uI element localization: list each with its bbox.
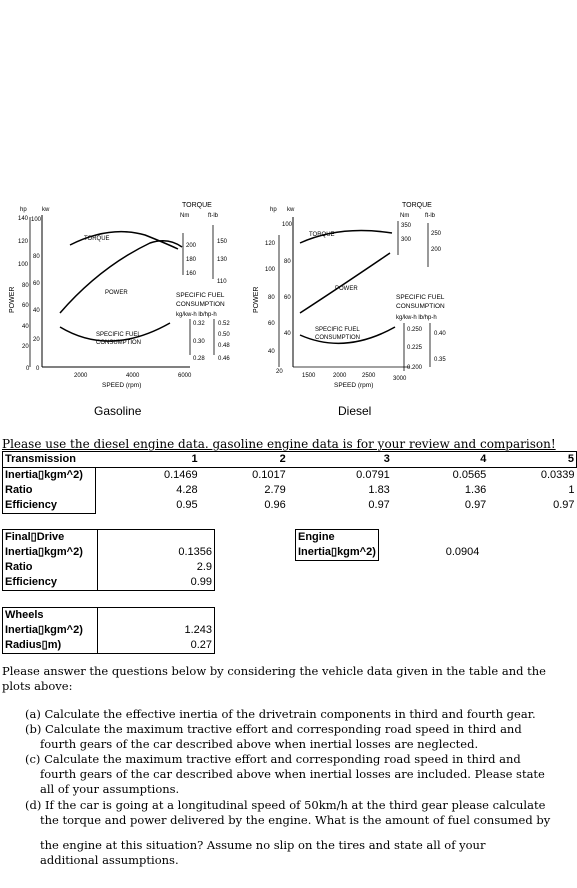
gasoline-caption: Gasoline — [94, 404, 142, 418]
svg-text:100: 100 — [265, 267, 276, 273]
svg-text:40: 40 — [22, 324, 29, 330]
questions-intro: Please answer the questions below by considering the vehicle data given in the table and the plots above: — [2, 664, 546, 693]
svg-text:0.40: 0.40 — [434, 331, 446, 337]
diesel-usage-note: Please use the diesel engine data. gasoline engine data is for your review and comparison! — [2, 437, 556, 451]
svg-text:20: 20 — [33, 337, 40, 343]
svg-text:0.48: 0.48 — [218, 343, 230, 349]
engine-table — [295, 529, 482, 561]
transmission-title: Transmission — [3, 452, 96, 468]
table-cell: 0.27 — [98, 638, 215, 654]
svg-text:0.46: 0.46 — [218, 356, 230, 362]
svg-text:130: 130 — [217, 257, 228, 263]
svg-text:150: 150 — [217, 239, 228, 245]
gear-header: 1 — [96, 452, 200, 468]
svg-text:0.35: 0.35 — [434, 357, 446, 363]
gasoline-power-axis-label: POWER — [9, 286, 16, 313]
gear-header: 3 — [288, 452, 392, 468]
svg-text:20: 20 — [276, 369, 283, 375]
gasoline-power-curve — [60, 241, 182, 313]
table-row — [3, 468, 577, 484]
diesel-sfc-curve-label: SPECIFIC FUEL — [315, 327, 360, 333]
diesel-x-tick: 1500 — [302, 373, 316, 379]
table-cell: 0.99 — [98, 575, 215, 591]
gasoline-sfc-curve-label: SPECIFIC FUEL — [96, 332, 141, 338]
diesel-power-curve — [300, 253, 390, 313]
question-d-continued: the engine at this situation? Assume no slip on the tires and state all of your additional assumptions. — [40, 838, 486, 867]
gear-header: 5 — [488, 452, 576, 468]
gasoline-plot — [9, 202, 230, 418]
table-row — [3, 623, 215, 638]
gasoline-x-axis-label: SPEED (rpm) — [102, 382, 142, 389]
svg-text:0.30: 0.30 — [193, 339, 205, 345]
gasoline-x-tick: 6000 — [178, 373, 192, 379]
diesel-x-tick: 2500 — [362, 373, 376, 379]
svg-text:60: 60 — [268, 321, 275, 327]
svg-text:120: 120 — [18, 239, 29, 245]
final-drive-title: Final▯Drive — [3, 530, 98, 546]
diesel-sfc-title: SPECIFIC FUEL — [396, 294, 445, 301]
table-cell: 0.0339 — [540, 469, 575, 481]
svg-text:0.52: 0.52 — [218, 321, 230, 327]
diesel-sfc-units: kg/kw-h lb/hp-h — [396, 315, 437, 321]
question-c: (c) Calculate the maximum tractive effort and corresponding road speed in third and fourth gears of the car described above when inertial losses are included. Please state all of your assumptions. — [25, 752, 545, 796]
row-label: Inertia▯kgm^2) — [296, 545, 379, 561]
table-cell: 2.79 — [264, 484, 286, 496]
svg-text:40: 40 — [33, 308, 40, 314]
svg-text:80: 80 — [284, 259, 291, 265]
gasoline-torque-unit-nm: Nm — [180, 213, 190, 219]
svg-text:100: 100 — [18, 262, 29, 268]
diesel-caption: Diesel — [338, 404, 372, 418]
svg-text:0.225: 0.225 — [407, 345, 423, 351]
row-label: Inertia▯kgm^2) — [3, 468, 96, 484]
gasoline-power-curve-label: POWER — [105, 290, 128, 296]
gasoline-hp-label: hp — [20, 207, 27, 213]
question-b: (b) Calculate the maximum tractive effort and corresponding road speed in third and fourth gears of the car described above when inertial losses are neglected. — [25, 722, 522, 751]
table-cell: 0.1356 — [98, 545, 215, 560]
table-cell: 0.97 — [464, 499, 487, 512]
svg-text:200: 200 — [431, 247, 442, 253]
diesel-x-tick: 2000 — [333, 373, 347, 379]
svg-text:350: 350 — [401, 223, 412, 229]
svg-text:0.200: 0.200 — [407, 365, 423, 371]
row-label: Radius▯m) — [3, 638, 98, 654]
row-label: Ratio — [3, 560, 98, 575]
diesel-plot — [253, 202, 446, 418]
diesel-torque-curve-label: TORQUE — [309, 232, 335, 238]
table-cell: 0.0791 — [356, 469, 390, 481]
gear-header: 2 — [200, 452, 288, 468]
table-cell: 1.83 — [368, 484, 390, 496]
diesel-sfc-curve-label: CONSUMPTION — [315, 335, 360, 341]
diesel-torque-unit-nm: Nm — [400, 213, 410, 219]
table-cell: 2.9 — [98, 560, 215, 575]
svg-text:120: 120 — [265, 241, 276, 247]
transmission-table — [2, 451, 577, 514]
table-cell: 1.36 — [464, 484, 487, 496]
diesel-kw-label: kw — [287, 207, 295, 213]
table-row — [3, 575, 215, 591]
diesel-power-curve-label: POWER — [335, 286, 358, 292]
gasoline-torque-unit-ftlb: ft-lb — [208, 213, 219, 219]
svg-text:0: 0 — [36, 366, 40, 372]
table-cell: 0.95 — [176, 499, 198, 512]
table-cell: 4.28 — [176, 484, 198, 496]
diesel-power-axis-label: POWER — [253, 286, 260, 313]
svg-text:40: 40 — [284, 331, 291, 337]
final-drive-table — [2, 529, 215, 591]
svg-text:160: 160 — [186, 271, 197, 277]
svg-text:0: 0 — [26, 366, 30, 372]
svg-text:0.28: 0.28 — [193, 356, 205, 362]
svg-text:100: 100 — [31, 217, 42, 223]
gasoline-sfc-curve-label: CONSUMPTION — [96, 340, 141, 346]
table-cell: 0.1469 — [163, 469, 198, 481]
diesel-hp-label: hp — [270, 207, 277, 213]
table-row — [3, 638, 215, 654]
table-row — [3, 483, 577, 498]
diesel-hp-ticks — [265, 241, 283, 375]
table-cell: 0.97 — [368, 499, 390, 512]
gasoline-kw-label: kw — [42, 207, 50, 213]
gasoline-hp-ticks — [18, 216, 30, 372]
gasoline-torque-title: TORQUE — [182, 202, 212, 209]
svg-text:110: 110 — [217, 279, 227, 285]
gasoline-torque-curve-label: TORQUE — [84, 236, 110, 242]
gasoline-sfc-title: SPECIFIC FUEL — [176, 292, 225, 299]
svg-text:200: 200 — [186, 243, 197, 249]
svg-text:300: 300 — [401, 237, 412, 243]
row-label: Efficiency — [3, 498, 96, 514]
question-a: (a) Calculate the effective inertia of the drivetrain components in third and fourth gear. — [25, 707, 536, 721]
table-row — [3, 498, 577, 514]
row-label: Inertia▯kgm^2) — [3, 545, 98, 560]
gasoline-x-tick: 2000 — [74, 373, 88, 379]
svg-text:0.250: 0.250 — [407, 327, 423, 333]
svg-text:100: 100 — [282, 222, 293, 228]
diesel-torque-unit-ftlb: ft-lb — [425, 213, 436, 219]
diesel-torque-title: TORQUE — [402, 202, 432, 209]
svg-text:250: 250 — [431, 231, 442, 237]
svg-text:0.50: 0.50 — [218, 332, 230, 338]
gasoline-x-tick: 4000 — [126, 373, 140, 379]
table-row — [296, 545, 482, 561]
engine-title: Engine — [296, 530, 379, 546]
svg-text:140: 140 — [18, 216, 29, 222]
svg-text:180: 180 — [186, 257, 197, 263]
diesel-x-tick: 3000 — [393, 376, 407, 382]
table-cell: 0.96 — [264, 499, 286, 512]
table-cell: 0.0904 — [445, 546, 480, 559]
svg-text:60: 60 — [22, 303, 29, 309]
row-label: Inertia▯kgm^2) — [3, 623, 98, 638]
table-cell: 0.0565 — [452, 469, 487, 481]
svg-text:80: 80 — [268, 295, 275, 301]
table-cell: 1.243 — [98, 623, 215, 638]
row-label: Ratio — [3, 483, 96, 498]
diesel-x-axis-label: SPEED (rpm) — [334, 382, 374, 389]
gear-header: 4 — [392, 452, 489, 468]
svg-text:80: 80 — [33, 254, 40, 260]
table-row — [3, 560, 215, 575]
row-label: Efficiency — [3, 575, 98, 591]
diesel-kw-ticks — [282, 222, 293, 337]
table-cell: 0.97 — [553, 499, 575, 512]
svg-text:80: 80 — [22, 283, 29, 289]
gasoline-sfc-units: kg/kw-h lb/hp-h — [176, 312, 217, 318]
gasoline-sfc-title: CONSUMPTION — [176, 301, 225, 308]
wheels-table — [2, 607, 215, 654]
svg-text:40: 40 — [268, 349, 275, 355]
svg-text:60: 60 — [284, 295, 291, 301]
table-row — [3, 545, 215, 560]
wheels-title: Wheels — [3, 608, 98, 624]
svg-text:0.32: 0.32 — [193, 321, 205, 327]
diesel-sfc-title: CONSUMPTION — [396, 303, 445, 310]
gasoline-kw-ticks — [31, 217, 42, 372]
question-d: (d) If the car is going at a longitudinal speed of 50km/h at the third gear please calculate the torque and power delivered by the engine. What is the amount of fuel consumed by — [25, 798, 551, 827]
table-cell: 0.1017 — [252, 469, 286, 481]
svg-text:20: 20 — [22, 344, 29, 350]
engine-performance-figure — [0, 195, 577, 435]
table-cell: 1 — [568, 484, 575, 496]
svg-text:60: 60 — [33, 281, 40, 287]
